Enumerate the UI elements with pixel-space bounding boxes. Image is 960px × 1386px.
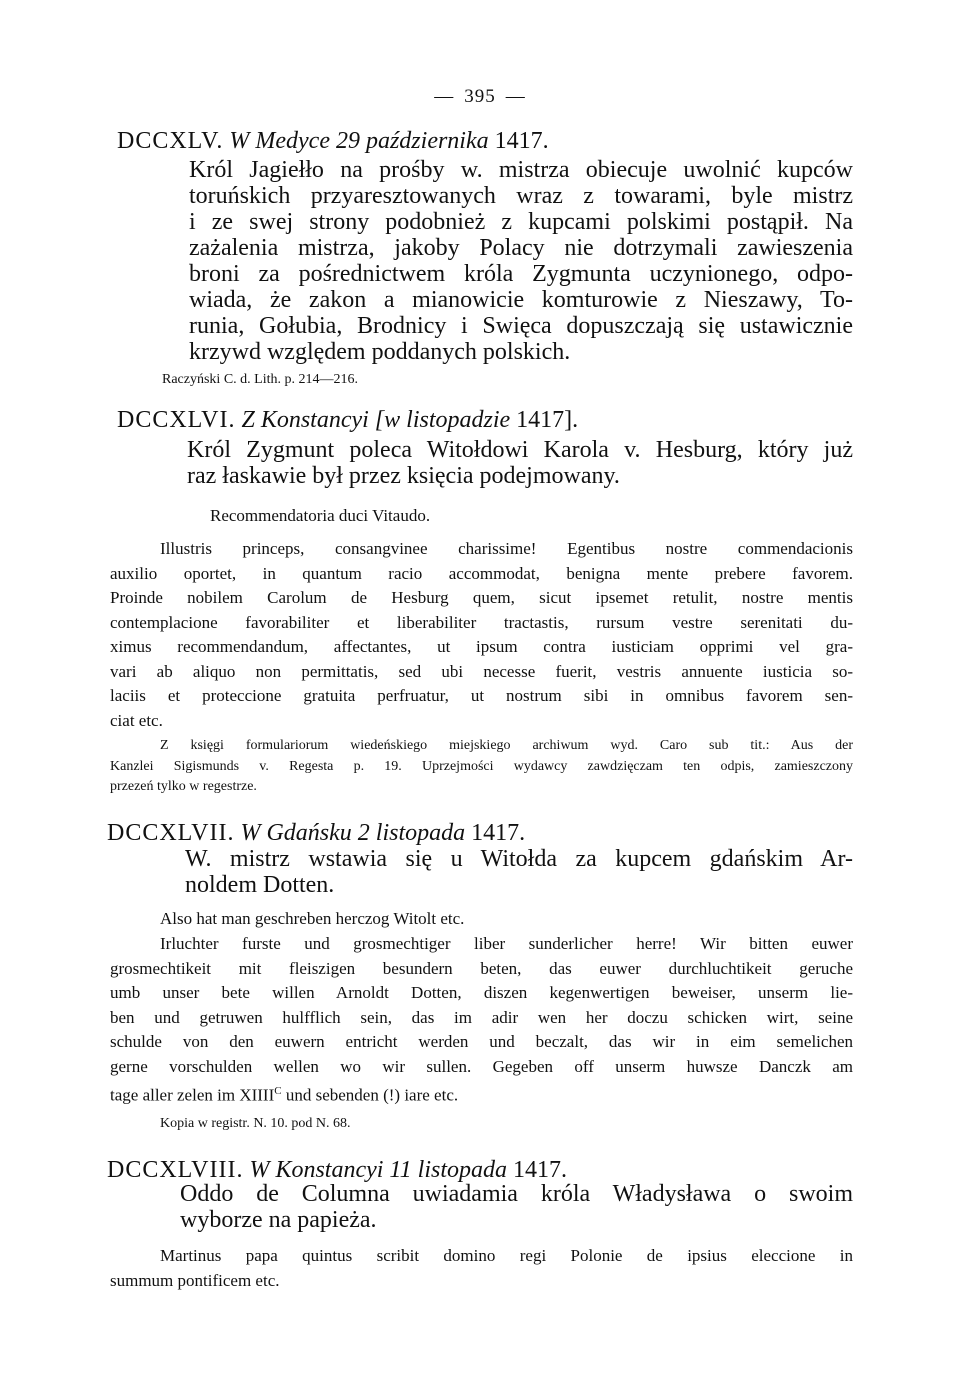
summary-line: raz łaskawie był przez księcia podejmowany. xyxy=(187,463,620,489)
text-line: ximus recommendandum, affectantes, ut ipsum contra iusticiam opprimi vel gra- xyxy=(110,637,853,656)
text-line: Illustris princeps, consangvinee charissime! Egentibus nostre commendacionis xyxy=(160,539,853,558)
text-line: umb unser bete willen Arnoldt Dotten, diszen kegenwertigen beweiser, unserm lie- xyxy=(110,983,853,1002)
note-line: Kanzlei Sigismunds v. Regesta p. 19. Uprzejmości wydawcy zawdzięczam ten odpis, zamieszczony xyxy=(110,758,853,774)
entry-heading xyxy=(107,818,525,849)
entry-year: 1417. xyxy=(494,128,549,154)
header-dash-right: — xyxy=(505,86,526,107)
entry-summary xyxy=(187,437,853,489)
text-line: ben und getruwen hulfflich sein, das im adir wen her doczu schicken wirt, seine xyxy=(110,1007,853,1027)
note-line: przezeń tylko w regestrze. xyxy=(110,779,257,794)
text-line: summum pontificem etc. xyxy=(110,1270,280,1290)
summary-line: krzywd względem poddanych polskich. xyxy=(189,339,571,365)
entry-number: DCCXLVII. xyxy=(107,820,235,846)
entry-number: DCCXLVIII. xyxy=(107,1157,244,1183)
text-fragment: und sebenden (!) iare etc. xyxy=(285,1085,459,1105)
entry-summary xyxy=(189,157,853,365)
text-line: contemplacione favorabiliter et liberabiliter tractastis, rursum vestre serenitati du- xyxy=(110,612,853,632)
entry-place-date: W Medyce 29 października xyxy=(229,128,489,154)
entry-heading xyxy=(117,126,549,157)
entry-number: DCCXLV. xyxy=(117,128,224,154)
entry-place-date: W Konstancyi 11 listopada xyxy=(249,1157,507,1183)
entry-rubric: Recommendatoria duci Vitaudo. xyxy=(210,506,431,525)
summary-line: wiada, że zakon a mianowicie komturowie z Nieszawy, To- xyxy=(189,287,853,313)
entry-year: 1417. xyxy=(513,1157,567,1183)
text-line: Proinde nobilem Carolum de Hesburg quem, sicut ipsemet retulit, nostre mentis xyxy=(110,588,853,607)
text-fragment: tage aller zelen im XIIII xyxy=(110,1085,275,1105)
entry-year: 1417. xyxy=(471,820,526,846)
summary-line: wyborze na papieża. xyxy=(180,1207,377,1233)
entry-place-date: W Gdańsku 2 listopada xyxy=(240,820,466,846)
text-line: vari ab aliquo non permittatis, sed ubi necesse fuerit, vestris annuente iusticia so- xyxy=(110,661,853,681)
summary-line: runia, Gołubia, Brodnicy i Swięca dopuszczają się ustawicznie xyxy=(189,313,853,339)
summary-line: Król Jagiełło na prośby w. mistrza obiecuje uwolnić kupców xyxy=(189,157,853,183)
entry-text xyxy=(110,1244,853,1293)
entry-year: 1417]. xyxy=(516,407,579,433)
text-line: gerne vorschulden wellen wo wir sullen. Gegeben off unserm huwsze Danczk am xyxy=(110,1056,853,1076)
summary-line: W. mistrz wstawia się u Witołda za kupcem gdańskim Ar- xyxy=(185,846,853,872)
superscript: C xyxy=(274,1085,282,1097)
entry-rubric: Also hat man geschreben herczog Witolt etc. xyxy=(160,909,465,928)
note-line: Z księgi formulariorum wiedeńskiego miejskiego archiwum wyd. Caro sub tit.: Aus der xyxy=(160,738,853,753)
entry-place-date: Z Konstancyi [w listopadzie xyxy=(241,407,511,433)
page-number: 395 xyxy=(464,86,496,107)
entry-summary xyxy=(185,846,853,898)
summary-line: toruńskich przyaresztowanych wraz z towarami, byle mistrz xyxy=(189,183,853,209)
entry-source: Raczyński C. d. Lith. p. 214—216. xyxy=(162,372,358,387)
entry-note xyxy=(110,736,853,798)
summary-line: broni za pośrednictwem króla Zygmunta uczynionego, odpo- xyxy=(189,261,853,287)
entry-heading xyxy=(117,405,578,436)
page-header xyxy=(0,86,960,108)
text-line: auxilio oportet, in quantum racio accommodat, benigna mente prebere favorem. xyxy=(110,563,853,583)
text-line: ciat etc. xyxy=(110,710,163,730)
summary-line: zażalenia mistrza, jakoby Polacy nie dotrzymali zawieszenia xyxy=(189,235,853,261)
text-line: Martinus papa quintus scribit domino regi Polonie de ipsius eleccione in xyxy=(160,1246,853,1265)
text-line xyxy=(110,1079,853,1108)
summary-line: i ze swej strony podobnież z kupcami polskimi postąpił. Na xyxy=(189,209,853,235)
entry-summary xyxy=(180,1181,853,1233)
entry-source: Kopia w registr. N. 10. pod N. 68. xyxy=(160,1116,351,1131)
text-line: Irluchter furste und grosmechtiger liber sunderlicher herre! Wir bitten euwer xyxy=(160,934,853,953)
header-dash-left: — xyxy=(434,86,455,107)
summary-line: Król Zygmunt poleca Witołdowi Karola v. Hesburg, który już xyxy=(187,437,853,463)
summary-line: Oddo de Columna uwiadamia króla Władysława o swoim xyxy=(180,1181,853,1207)
text-line: schulde von den euwern entricht werden und beczalt, das wir in eim semelichen xyxy=(110,1032,853,1051)
entry-text xyxy=(110,932,853,1108)
entry-number: DCCXLVI. xyxy=(117,407,236,433)
text-line: grosmechtikeit mit fleiszigen besundern beten, das euwer durchluchtikeit geruche xyxy=(110,958,853,978)
text-line: laciis et proteccione gratuita perfruatur, ut nostrum sibi in omnibus favorem sen- xyxy=(110,686,853,705)
entry-text xyxy=(110,537,853,733)
summary-line: noldem Dotten. xyxy=(185,872,335,898)
